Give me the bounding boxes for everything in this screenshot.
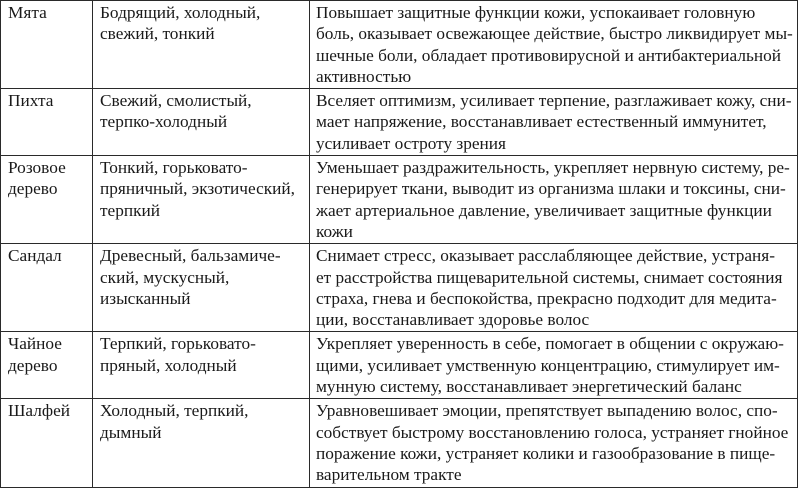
effect-text: боль, оказывает освежающее действие, быстро ликвидирует мы-: [316, 24, 793, 44]
oil-name-cell: [1, 332, 93, 399]
table-row: [1, 156, 798, 244]
aroma-text: свежий, тонкий: [100, 24, 215, 44]
aroma-cell: [93, 89, 310, 156]
effect-text: Уравновешивает эмоции, препятствует выпадению волос, спо-: [316, 401, 778, 421]
effect-text: Уменьшает раздражительность, укрепляет нервную систему, ре-: [316, 158, 790, 178]
oil-name-cell: [1, 399, 93, 487]
effect-text: Вселяет оптимизм, усиливает терпение, разглаживает кожу, сни-: [316, 91, 792, 111]
aroma-text: пряный, холодный: [100, 355, 237, 375]
effect-text: Укрепляет уверенность в себе, помогает в общении с окружаю-: [316, 334, 784, 354]
table-row: [1, 332, 798, 399]
aroma-text: ский, мускусный,: [100, 267, 230, 287]
aroma-cell: [93, 156, 310, 244]
effect-text: ции, восстанавливает здоровье волос: [316, 310, 590, 330]
oil-name: Сандал: [8, 246, 62, 266]
effect-cell: [310, 244, 798, 332]
aroma-text: терпко-холодный: [100, 112, 228, 132]
effect-text: Снимает стресс, оказывает расслабляющее действие, устраня-: [316, 246, 775, 266]
aroma-cell: [93, 1, 310, 89]
aroma-text: Бодрящий, холодный,: [100, 3, 261, 22]
effect-text: щими, усиливает умственную концентрацию, стимулирует им-: [316, 355, 780, 375]
effect-text: ет расстройства пищеварительной системы, снимает состояния: [316, 267, 783, 287]
aroma-text: дымный: [100, 422, 162, 442]
effect-text: мает напряжение, восстанавливает естественный иммунитет,: [316, 112, 767, 132]
effect-text: активностью: [316, 66, 412, 86]
table-row: [1, 399, 798, 487]
effect-text: кожи: [316, 221, 353, 241]
effect-cell: [310, 399, 798, 487]
aroma-text: Тонкий, горьковато-: [100, 158, 248, 178]
effect-cell: [310, 89, 798, 156]
oil-name-cell: [1, 244, 93, 332]
effect-text: варительном тракте: [316, 465, 462, 485]
aroma-text: пряничный, экзотический,: [100, 179, 295, 199]
effect-cell: [310, 332, 798, 399]
oil-name: Пихта: [8, 91, 54, 111]
effect-text: страха, гнева и беспокойства, прекрасно подходит для медита-: [316, 288, 777, 308]
effect-text: поражение кожи, устраняет колики и газообразование в пище-: [316, 443, 776, 463]
aroma-text: изысканный: [100, 288, 191, 308]
aroma-cell: [93, 332, 310, 399]
oil-name-cell: [1, 89, 93, 156]
aroma-text: терпкий: [100, 200, 161, 220]
aroma-text: Терпкий, горьковато-: [100, 334, 256, 354]
aroma-cell: [93, 399, 310, 487]
oil-name: дерево: [8, 355, 58, 375]
effect-text: мунную систему, восстанавливает энергетический баланс: [316, 377, 742, 397]
oil-name: Мята: [8, 3, 47, 22]
oil-name: Шалфей: [8, 401, 70, 421]
aroma-text: Холодный, терпкий,: [100, 401, 249, 421]
effect-text: генерирует ткани, выводит из организма шлаки и токсины, сни-: [316, 179, 786, 199]
effect-cell: [310, 1, 798, 89]
oil-name-cell: [1, 1, 93, 89]
effect-text: жает артериальное давление, увеличивает защитные функции: [316, 200, 772, 220]
table-row: [1, 244, 798, 332]
effect-text: усиливает остроту зрения: [316, 133, 507, 153]
oil-name-cell: [1, 156, 93, 244]
aroma-text: Древесный, бальзамиче-: [100, 246, 281, 266]
effect-text: Повышает защитные функции кожи, успокаивает головную: [316, 3, 756, 22]
table-row: [1, 89, 798, 156]
table-row: [1, 1, 798, 89]
effect-text: собствует быстрому восстановлению голоса, устраняет гнойное: [316, 422, 789, 442]
oil-name: дерево: [8, 179, 58, 199]
effect-cell: [310, 156, 798, 244]
oil-name: Чайное: [8, 334, 62, 354]
effect-text: шечные боли, обладает противовирусной и антибактериальной: [316, 45, 781, 65]
aroma-cell: [93, 244, 310, 332]
oil-name: Розовое: [8, 158, 66, 178]
aroma-text: Свежий, смолистый,: [100, 91, 252, 111]
